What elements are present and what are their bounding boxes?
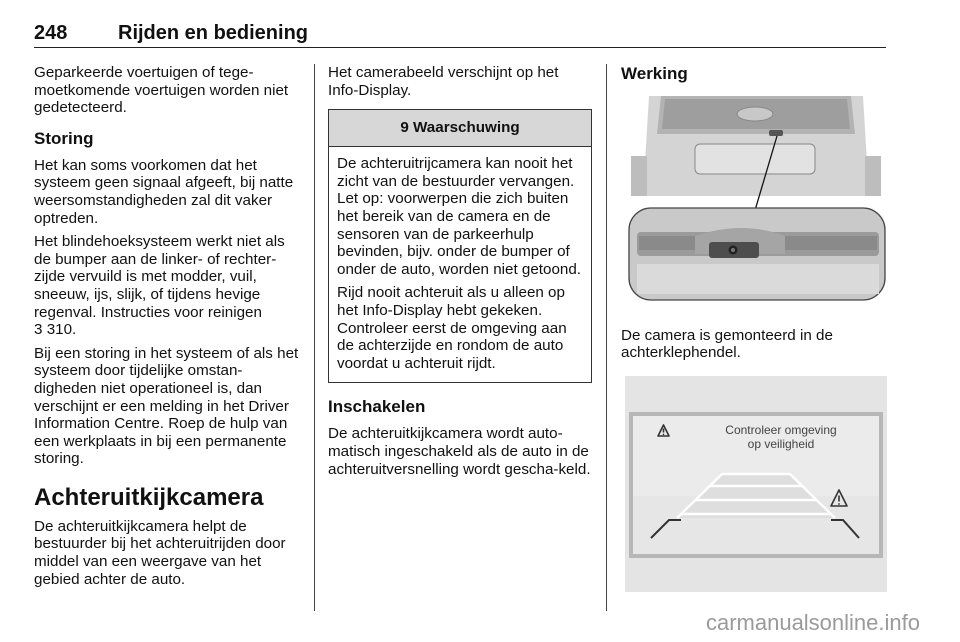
heading-werking: Werking bbox=[621, 64, 688, 83]
page-ref-link[interactable]: 310. bbox=[46, 321, 77, 339]
paragraph-mounted: De camera is gemonteerd in de achterklephendel. bbox=[621, 326, 833, 362]
warning-box bbox=[328, 109, 592, 383]
heading-camera: Achteruitkijkcamera bbox=[34, 483, 264, 511]
warning-body bbox=[329, 147, 591, 382]
display-message bbox=[681, 423, 881, 451]
warning-paragraph-1: De achteruitrijcamera kan nooit het zicht van de bestuurder vervangen. Let op: voorwerpen die zich buiten het bereik van de camera en de sensoren van de parkeerhulp bevinden, bijv. onder de bumper of onder de auto, worden niet getoond. bbox=[337, 155, 582, 278]
paragraph-inschakelen: De achteruitkijkcamera wordt auto-matisch ingeschakeld als de auto in de achteruitversnelling wordt gescha-keld. bbox=[328, 425, 591, 478]
paragraph-storing-1: Het kan soms voorkomen dat het systeem geen signaal afgeeft, bij natte weersomstandigheden zal dit vaker optreden. bbox=[34, 156, 294, 227]
page-number: 248 bbox=[34, 22, 68, 44]
warning-paragraph-2: Rijd nooit achteruit als u alleen op het Info-Display hebt gekeken. Controleer eerst de omgeving aan de achterzijde en rondom de auto voordat u achteruit rijdt. bbox=[337, 284, 567, 372]
paragraph-storing-3: Bij een storing in het systeem of als het systeem door tijdelijke omstan-digheden niet operationeel is, dan verschijnt er een melding in het Driver Information Centre. Roep de hulp van een werkplaats in bij een permanente storing. bbox=[34, 344, 299, 468]
warning-icon: 9 bbox=[400, 119, 409, 137]
column-divider-1 bbox=[314, 64, 315, 611]
paragraph-display: Het camerabeeld verschijnt op het Info-Display. bbox=[328, 64, 559, 99]
display-message-line-1: Controleer omgeving bbox=[725, 422, 837, 437]
header-rule bbox=[34, 47, 886, 48]
warning-header bbox=[329, 110, 591, 147]
heading-storing: Storing bbox=[34, 128, 94, 148]
column-divider-2 bbox=[606, 64, 607, 611]
camera-display-illustration bbox=[625, 376, 887, 592]
watermark: carmanualsonline.info bbox=[705, 610, 920, 635]
paragraph-intro: Geparkeerde voertuigen of tege-moetkomende voertuigen worden niet gedetecteerd. bbox=[34, 64, 289, 117]
camera-location-illustration bbox=[625, 96, 887, 304]
warning-title: Waarschuwing bbox=[413, 119, 520, 137]
page-header bbox=[34, 0, 886, 44]
column-1 bbox=[34, 64, 300, 594]
column-2 bbox=[328, 64, 592, 484]
paragraph-storing-2-text: Het blindehoeksysteem werkt niet als de bumper aan de linker- of rechter-zijde vervuild is met modder, vuil, sneeuw, ijs, slijk, of tijdens hevige regenval. Instructies voor reinigen bbox=[34, 233, 285, 321]
section-title: Rijden en bediening bbox=[118, 22, 309, 44]
column-3 bbox=[621, 64, 887, 592]
heading-inschakelen: Inschakelen bbox=[328, 397, 426, 417]
display-message-line-2: op veiligheid bbox=[747, 436, 815, 451]
paragraph-storing-2 bbox=[34, 233, 300, 339]
page-ref-arrow-icon: 3 bbox=[34, 321, 43, 339]
display-graphic bbox=[625, 376, 887, 592]
paragraph-camera: De achteruitkijkcamera helpt de bestuurder bij het achteruitrijden door middel van een weergave van het gebied achter de auto. bbox=[34, 517, 286, 588]
